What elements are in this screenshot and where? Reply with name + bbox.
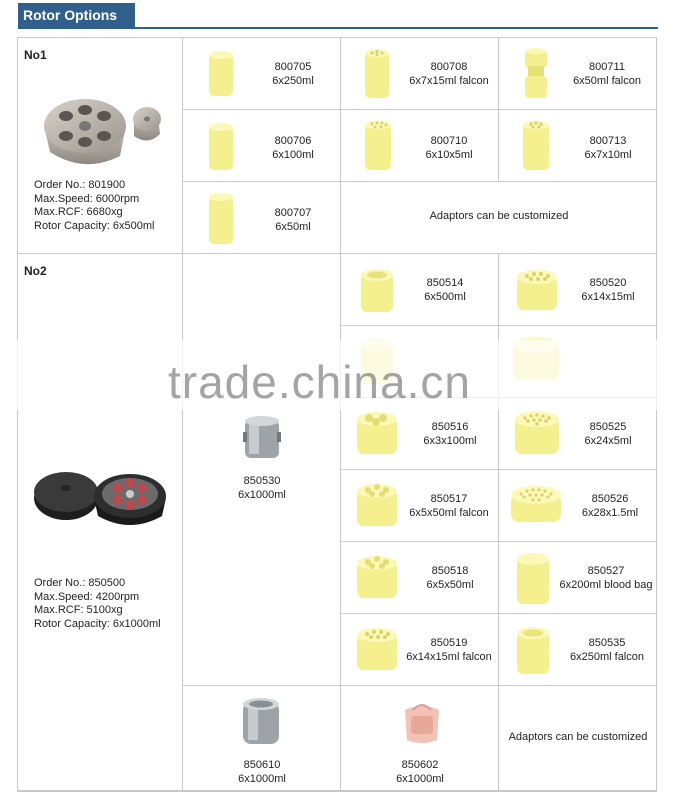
adaptor-code: 850518 — [431, 565, 469, 577]
adaptor-image — [355, 624, 399, 676]
adaptor-cell-850518 — [341, 542, 499, 614]
rotor-2-specs — [34, 577, 161, 631]
rotor-1-name: No1 — [24, 48, 47, 62]
section-title: Rotor Options — [18, 3, 135, 27]
rotor-options-table — [17, 37, 657, 792]
rotor-1-specs — [34, 179, 154, 233]
custom-note: Adaptors can be customized — [508, 731, 648, 743]
adaptor-desc: 6x24x5ml — [584, 435, 632, 447]
bucket-code: 850610 — [243, 759, 281, 771]
adaptor-image — [355, 408, 399, 460]
adaptor-desc: 6x14x15ml falcon — [406, 651, 492, 663]
bucket-cell-850610 — [183, 686, 341, 791]
adaptor-code: 800705 — [274, 61, 312, 73]
bucket-desc: 6x1000ml — [238, 489, 286, 501]
rotor-1-order-no: Order No.: 801900 — [34, 179, 126, 191]
adaptor-image — [207, 190, 235, 248]
adaptor-cell-800707 — [183, 182, 341, 254]
watermark-text: trade.china.cn — [168, 356, 471, 408]
adaptor-code: 850519 — [430, 637, 468, 649]
adaptor-desc: 6x500ml — [424, 291, 466, 303]
adaptor-cell-800708 — [341, 38, 499, 110]
adaptor-image — [207, 120, 235, 174]
rotor-2-image — [32, 454, 172, 534]
adaptor-image — [359, 266, 395, 316]
adaptor-code: 800713 — [589, 135, 627, 147]
bag-holder-image — [399, 700, 445, 746]
adaptor-image — [363, 46, 391, 102]
rotor-2-name: No2 — [24, 264, 47, 278]
rotor-2-cell — [18, 254, 183, 791]
adaptor-desc: 6x100ml — [272, 149, 314, 161]
adaptor-image — [521, 118, 551, 174]
adaptor-cell-850519 — [341, 614, 499, 686]
bucket-code: 850602 — [401, 759, 439, 771]
bucket-image — [241, 414, 283, 464]
adaptor-code: 850517 — [430, 493, 468, 505]
adaptor-code: 800710 — [430, 135, 468, 147]
rotor-1-max-rcf: Max.RCF: 6680xg — [34, 206, 123, 218]
adaptor-image — [509, 482, 563, 530]
adaptor-code: 850516 — [431, 421, 469, 433]
bucket-desc: 6x1000ml — [396, 773, 444, 785]
adaptor-image — [515, 624, 551, 678]
adaptor-code: 800707 — [274, 207, 312, 219]
adaptor-cell-800710 — [341, 110, 499, 182]
adaptor-image — [207, 48, 235, 100]
adaptor-desc: 6x250ml falcon — [570, 651, 644, 663]
adaptor-cell-850520 — [499, 254, 657, 326]
adaptor-desc: 6x28x1.5ml — [581, 507, 639, 519]
adaptor-desc: 6x50ml — [275, 221, 311, 233]
section-title-underline — [18, 27, 658, 29]
rotor-1-capacity: Rotor Capacity: 6x500ml — [34, 219, 155, 232]
bucket-code: 850530 — [243, 475, 281, 487]
rotor-1-max-speed: Max.Speed: 6000rpm — [34, 192, 140, 205]
bucket-cell-850602 — [341, 686, 499, 791]
adaptor-desc: 6x10x5ml — [425, 149, 473, 161]
adaptor-code: 800706 — [274, 135, 312, 147]
adaptor-desc: 6x250ml — [272, 75, 314, 87]
rotor-2-max-rcf: Max.RCF: 5100xg — [34, 604, 123, 616]
bucket-image — [239, 696, 283, 750]
bucket-cell-850530 — [183, 254, 341, 686]
adaptor-code: 800711 — [589, 61, 625, 73]
adaptor-desc: 6x7x10ml — [584, 149, 632, 161]
adaptor-code: 850514 — [426, 277, 464, 289]
rotor-1-cell — [18, 38, 183, 254]
rotor-1-image — [38, 86, 163, 176]
bucket-desc: 6x1000ml — [238, 773, 286, 785]
adaptor-cell-800711 — [499, 38, 657, 110]
adaptor-image — [363, 118, 393, 174]
adaptor-cell-850527 — [499, 542, 657, 614]
adaptor-desc: 6x3x100ml — [423, 435, 477, 447]
adaptor-desc: 6x14x15ml — [581, 291, 635, 303]
adaptor-cell-850517 — [341, 470, 499, 542]
custom-note-cell-rotor-2 — [499, 686, 657, 791]
rotor-2-order-no: Order No.: 850500 — [34, 577, 126, 589]
adaptor-desc: 6x50ml falcon — [573, 75, 641, 87]
adaptor-desc: 6x5x50ml falcon — [409, 507, 489, 519]
custom-note-cell-rotor-1 — [341, 182, 657, 254]
adaptor-code: 850525 — [589, 421, 627, 433]
custom-note: Adaptors can be customized — [429, 210, 569, 222]
adaptor-image — [515, 550, 551, 608]
adaptor-desc: 6x5x50ml — [426, 579, 474, 591]
adaptor-cell-800713 — [499, 110, 657, 182]
adaptor-image — [515, 266, 559, 316]
rotor-2-max-speed: Max.Speed: 4200rpm — [34, 590, 140, 603]
adaptor-desc: 6x7x15ml falcon — [409, 75, 489, 87]
adaptor-cell-800706 — [183, 110, 341, 182]
rotor-2-capacity: Rotor Capacity: 6x1000ml — [34, 617, 161, 630]
adaptor-cell-850535 — [499, 614, 657, 686]
adaptor-image — [355, 480, 399, 532]
adaptor-cell-850526 — [499, 470, 657, 542]
adaptor-image — [521, 46, 551, 102]
adaptor-code: 850520 — [589, 277, 627, 289]
adaptor-cell-850514 — [341, 254, 499, 326]
adaptor-code: 850526 — [591, 493, 629, 505]
adaptor-image — [355, 552, 399, 604]
adaptor-code: 850527 — [587, 565, 625, 577]
adaptor-code: 850535 — [588, 637, 626, 649]
adaptor-desc: 6x200ml blood bag — [559, 579, 653, 591]
adaptor-cell-800705 — [183, 38, 341, 110]
adaptor-image — [513, 408, 561, 460]
adaptor-code: 800708 — [430, 61, 468, 73]
